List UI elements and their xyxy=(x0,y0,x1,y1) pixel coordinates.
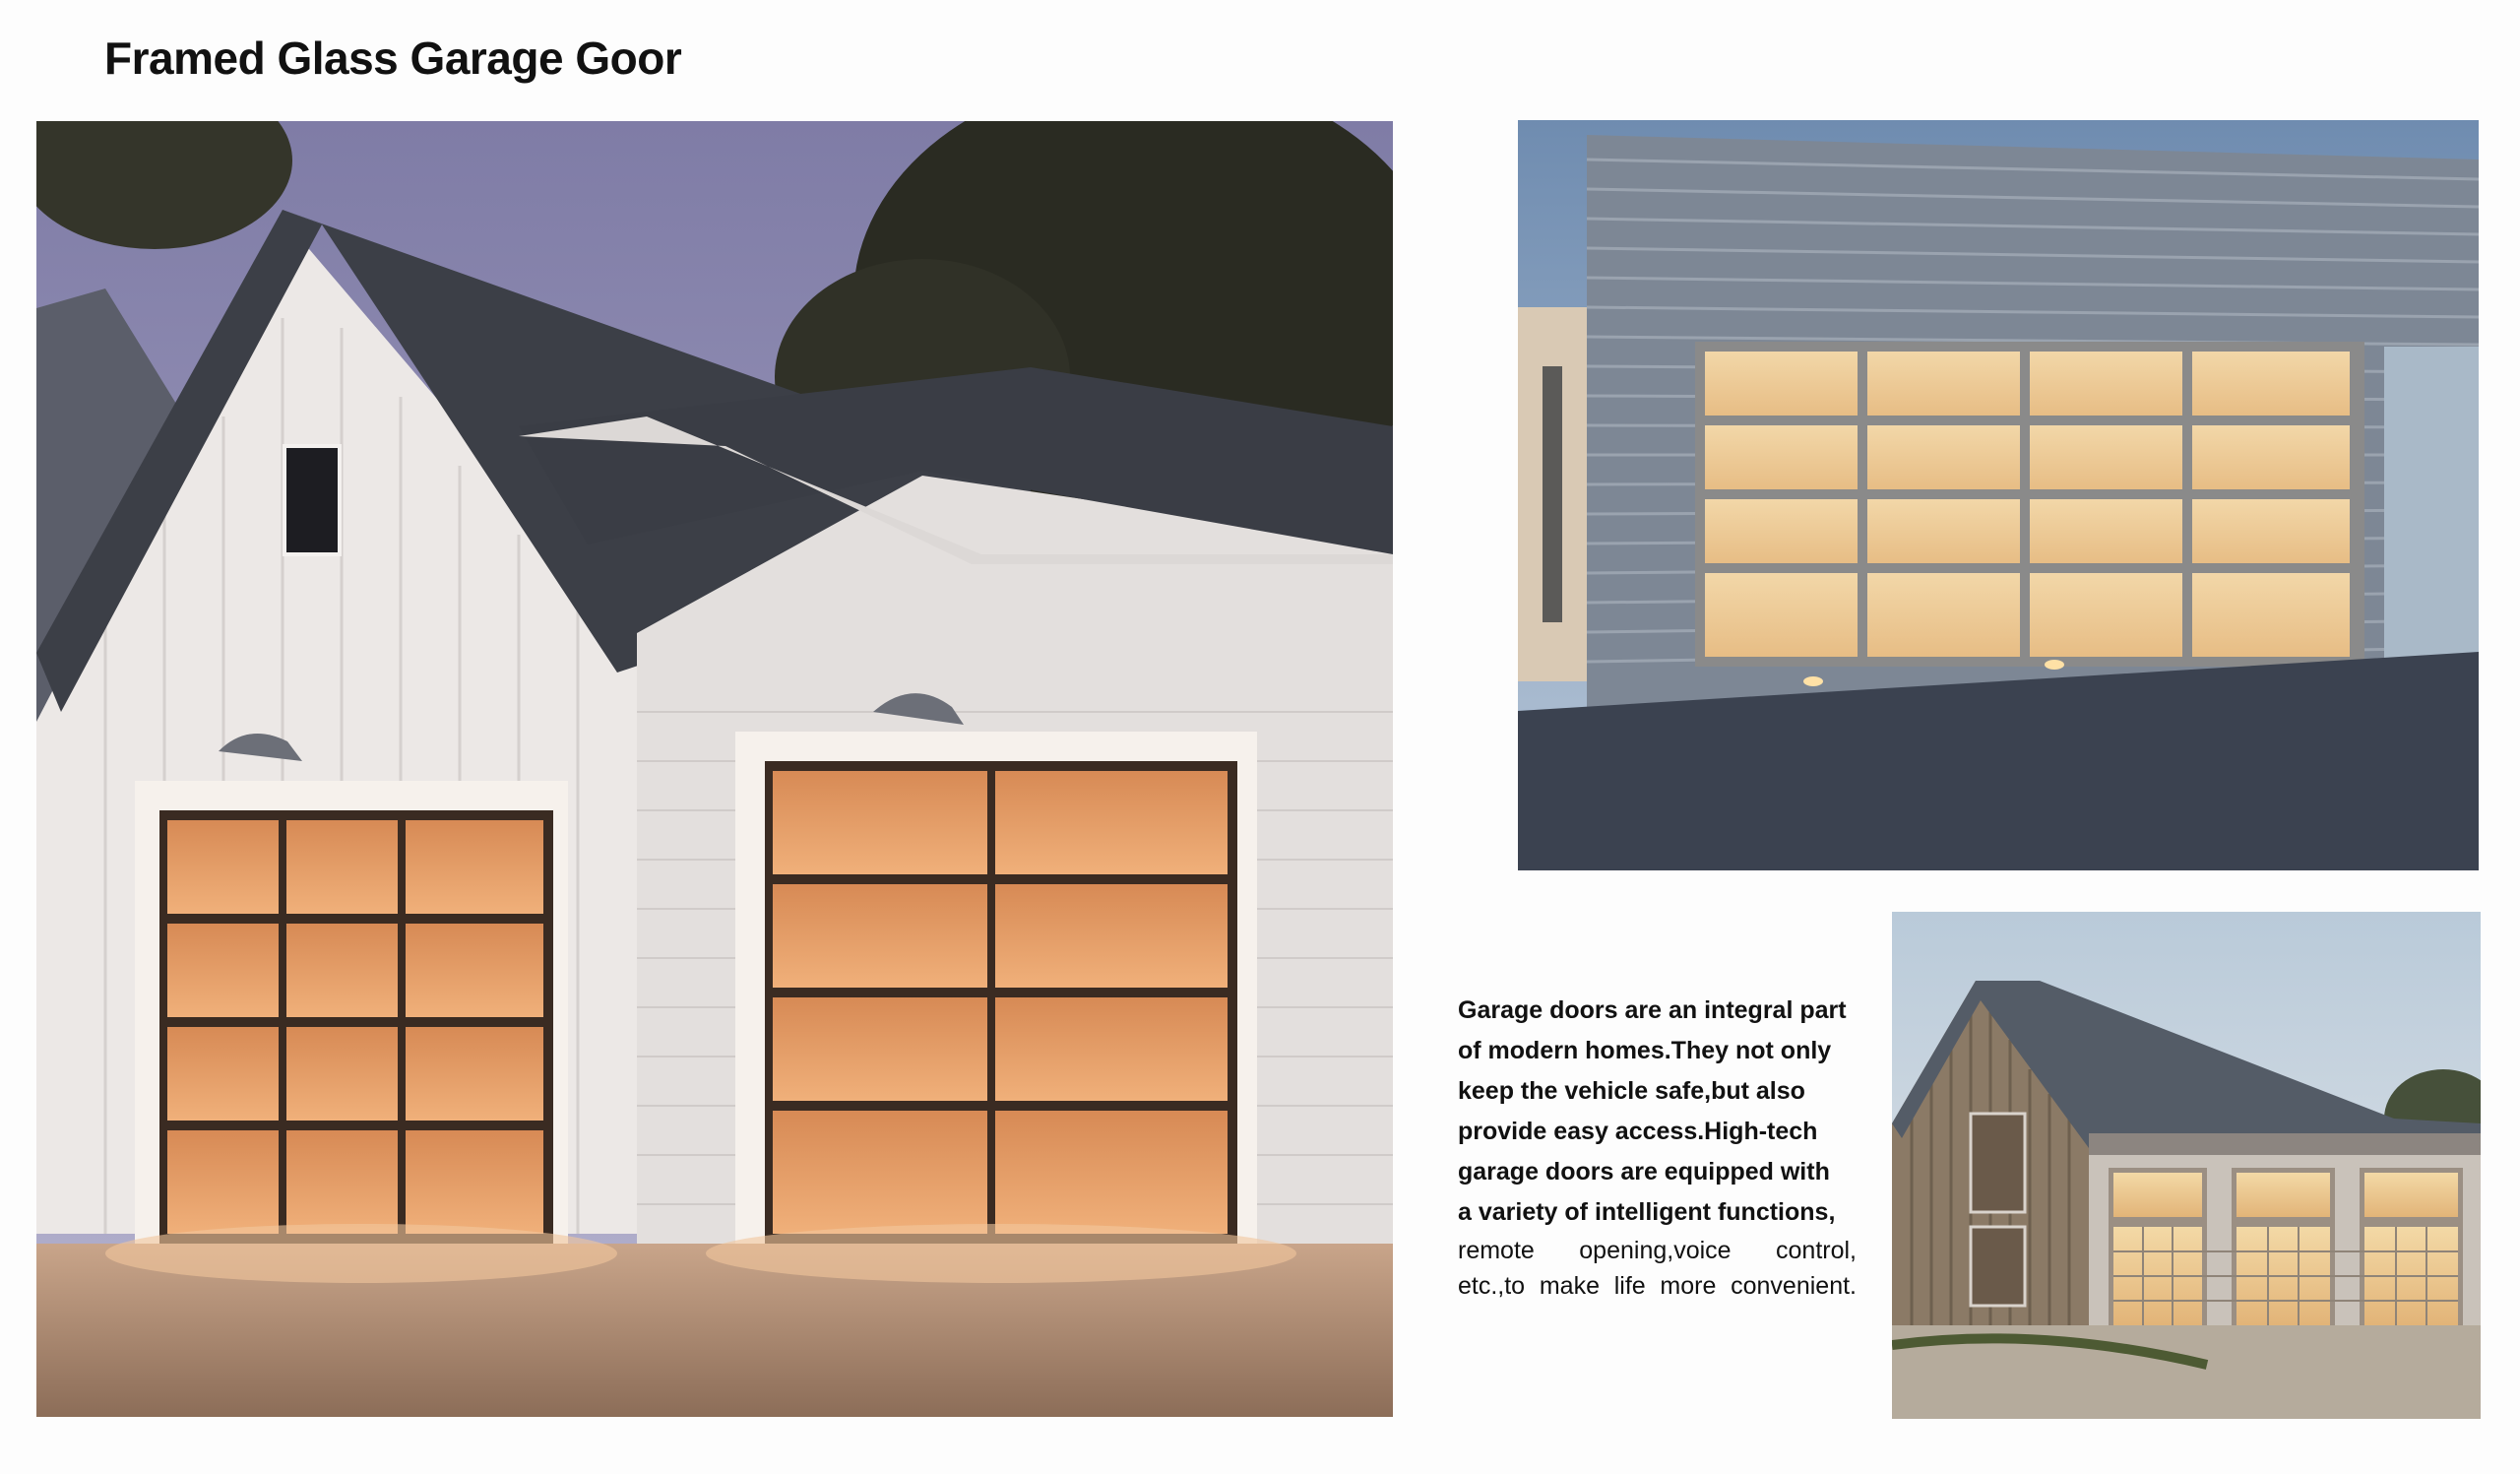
description-line: a variety of intelligent functions, xyxy=(1458,1198,1836,1226)
description-line: etc.,to make life more convenient. xyxy=(1458,1272,1857,1300)
farmhouse-garage-photo xyxy=(36,121,1393,1417)
description-line: remote opening,voice control, xyxy=(1458,1237,1857,1264)
description-line: Garage doors are an integral part xyxy=(1458,996,1847,1024)
description-line: keep the vehicle safe,but also xyxy=(1458,1077,1805,1105)
description-block xyxy=(1458,991,1857,1304)
page-title: Framed Glass Garage Goor xyxy=(104,32,682,84)
modern-garage-photo xyxy=(1518,120,2479,870)
description-line: of modern homes.They not only xyxy=(1458,1037,1832,1064)
barn-house-photo xyxy=(1892,912,2481,1419)
description-line: provide easy access.High-tech xyxy=(1458,1118,1818,1145)
description-line: garage doors are equipped with xyxy=(1458,1158,1830,1186)
